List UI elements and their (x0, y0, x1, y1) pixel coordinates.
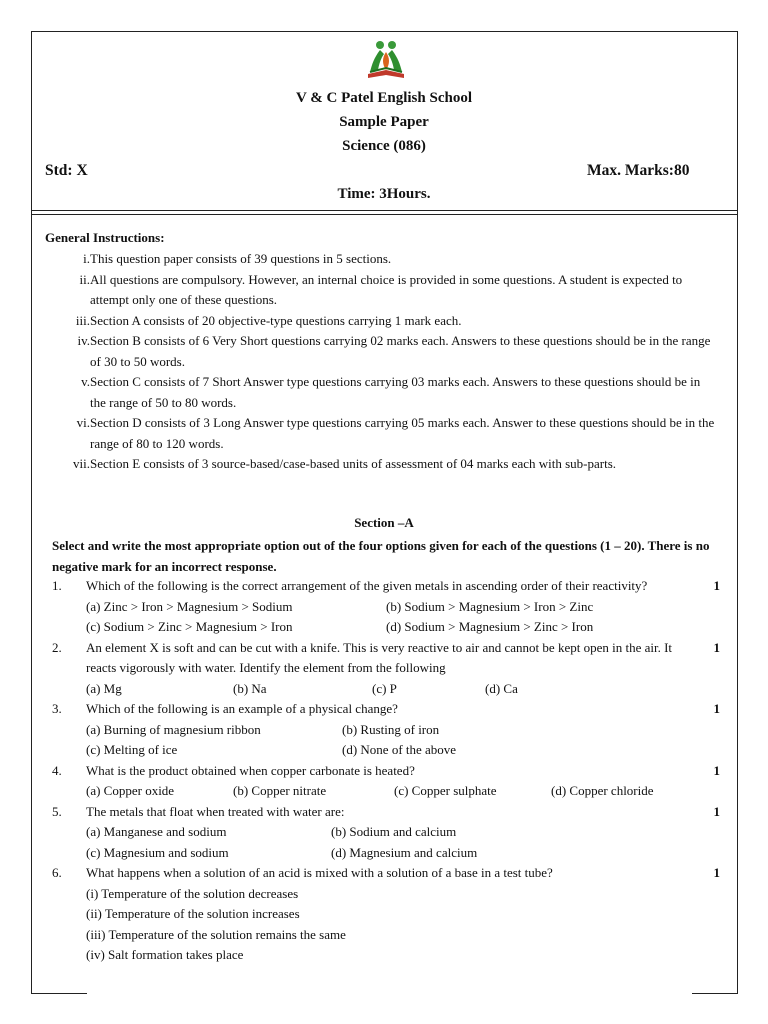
option: (c) Melting of ice (86, 742, 178, 757)
question-text: The metals that float when treated with water are: (86, 803, 345, 819)
section-instruction: Select and write the most appropriate option out of the four options given for each of the questions (1 – 20). There is no negative mark for an incorrect response. (52, 538, 710, 574)
instruction-item (45, 454, 715, 475)
school-logo-icon (364, 38, 408, 82)
question-text: Which of the following is an example of a physical change? (86, 701, 398, 716)
question-num: 5. (52, 803, 62, 819)
question-item (52, 699, 732, 761)
header-divider-bottom (31, 214, 738, 215)
instruction-num: ii. (79, 271, 90, 287)
option: (d) Magnesium and calcium (331, 844, 478, 860)
paper-title: Sample Paper (339, 114, 429, 130)
question-num: 6. (52, 865, 62, 880)
option: (iii) Temperature of the solution remains the same (86, 926, 346, 942)
question-num: 3. (52, 701, 62, 716)
option: (iv) Salt formation takes place (86, 947, 244, 962)
question-mark: 1 (713, 578, 720, 593)
option: (c) Sodium > Zinc > Magnesium > Iron (86, 619, 293, 634)
option: (c) Copper sulphate (394, 783, 497, 798)
option: (b) Rusting of iron (342, 721, 440, 737)
question-item (52, 761, 732, 802)
option: (a) Manganese and sodium (86, 824, 227, 839)
instruction-text: Section C consists of 7 Short Answer type questions carrying 03 marks each. Answers to these questions should be in the range of 50 to 80 words. (90, 374, 701, 410)
option: (a) Zinc > Iron > Magnesium > Sodium (86, 598, 293, 614)
question-num: 1. (52, 578, 62, 593)
instruction-text: Section D consists of 3 Long Answer type questions carrying 05 marks each. Answer to these questions should be in the range of 80 to 120 words. (90, 415, 715, 451)
instruction-item (45, 413, 715, 454)
question-item (52, 638, 732, 700)
option: (i) Temperature of the solution decreases (86, 885, 299, 901)
option: (d) None of the above (342, 742, 457, 757)
question-mark: 1 (713, 701, 720, 716)
instruction-num: v. (81, 374, 90, 389)
instruction-text: Section B consists of 6 Very Short questions carrying 02 marks each. Answers to these questions should be in the range of 30 to 50 words. (90, 333, 711, 369)
question-item (52, 863, 732, 966)
instruction-num: iii. (75, 312, 90, 328)
question-text: Which of the following is the correct arrangement of the given metals in ascending order of their reactivity? (86, 578, 648, 593)
question-item (52, 576, 732, 638)
instruction-num: vii. (73, 456, 90, 471)
option: (c) P (372, 680, 397, 696)
question-mark: 1 (713, 803, 720, 819)
option: (d) Copper chloride (551, 783, 654, 798)
instruction-item (45, 270, 715, 311)
instruction-text: Section A consists of 20 objective-type questions carrying 1 mark each. (90, 312, 462, 328)
option: (b) Sodium > Magnesium > Iron > Zinc (386, 598, 594, 614)
frame-bottom-left (31, 993, 87, 994)
question-num: 4. (52, 762, 62, 778)
option: (d) Ca (485, 680, 518, 696)
instruction-item (45, 372, 715, 413)
school-name: V & C Patel English School (296, 90, 472, 106)
question-text: An element X is soft and can be cut with a knife. This is very reactive to air and cannot be kept open in the air. It reacts vigorously with water. Identify the element from the following (86, 639, 673, 675)
question-text: What is the product obtained when copper carbonate is heated? (86, 762, 415, 778)
instructions-list (45, 249, 715, 475)
option: (b) Na (233, 680, 267, 696)
option: (a) Copper oxide (86, 783, 175, 798)
option: (a) Burning of magnesium ribbon (86, 721, 261, 737)
question-mark: 1 (713, 639, 720, 655)
instruction-text: All questions are compulsory. However, an internal choice is provided in some questions. A student is expected to attempt only one of these questions. (90, 271, 683, 307)
instruction-item (45, 311, 715, 332)
instruction-item (45, 249, 715, 270)
question-mark: 1 (713, 865, 720, 880)
option: (c) Magnesium and sodium (86, 844, 229, 860)
header-divider-top (31, 210, 738, 211)
question-mark: 1 (713, 762, 720, 778)
question-item (52, 802, 732, 864)
option: (b) Copper nitrate (233, 783, 327, 798)
option: (d) Sodium > Magnesium > Zinc > Iron (386, 619, 594, 634)
instructions-title: General Instructions: (45, 230, 165, 245)
frame-bottom-right (692, 993, 738, 994)
max-marks-label: Max. Marks:80 (587, 162, 690, 179)
time-label: Time: 3Hours. (337, 186, 431, 202)
instruction-text: Section E consists of 3 source-based/case-based units of assessment of 04 marks each with sub-parts. (90, 456, 617, 471)
option: (a) Mg (86, 680, 122, 696)
subject-title: Science (086) (342, 138, 426, 154)
instruction-item (45, 331, 715, 372)
option: (ii) Temperature of the solution increases (86, 906, 300, 921)
question-num: 2. (52, 639, 62, 655)
section-title: Section –A (354, 515, 414, 530)
instruction-num: vi. (76, 415, 90, 430)
question-list (52, 576, 732, 966)
question-text: What happens when a solution of an acid is mixed with a solution of a base in a test tube? (86, 865, 553, 880)
option: (b) Sodium and calcium (331, 824, 457, 839)
instruction-num: i. (83, 251, 90, 266)
std-label: Std: X (45, 162, 88, 179)
instruction-text: This question paper consists of 39 questions in 5 sections. (90, 251, 392, 266)
instruction-num: iv. (77, 333, 90, 348)
